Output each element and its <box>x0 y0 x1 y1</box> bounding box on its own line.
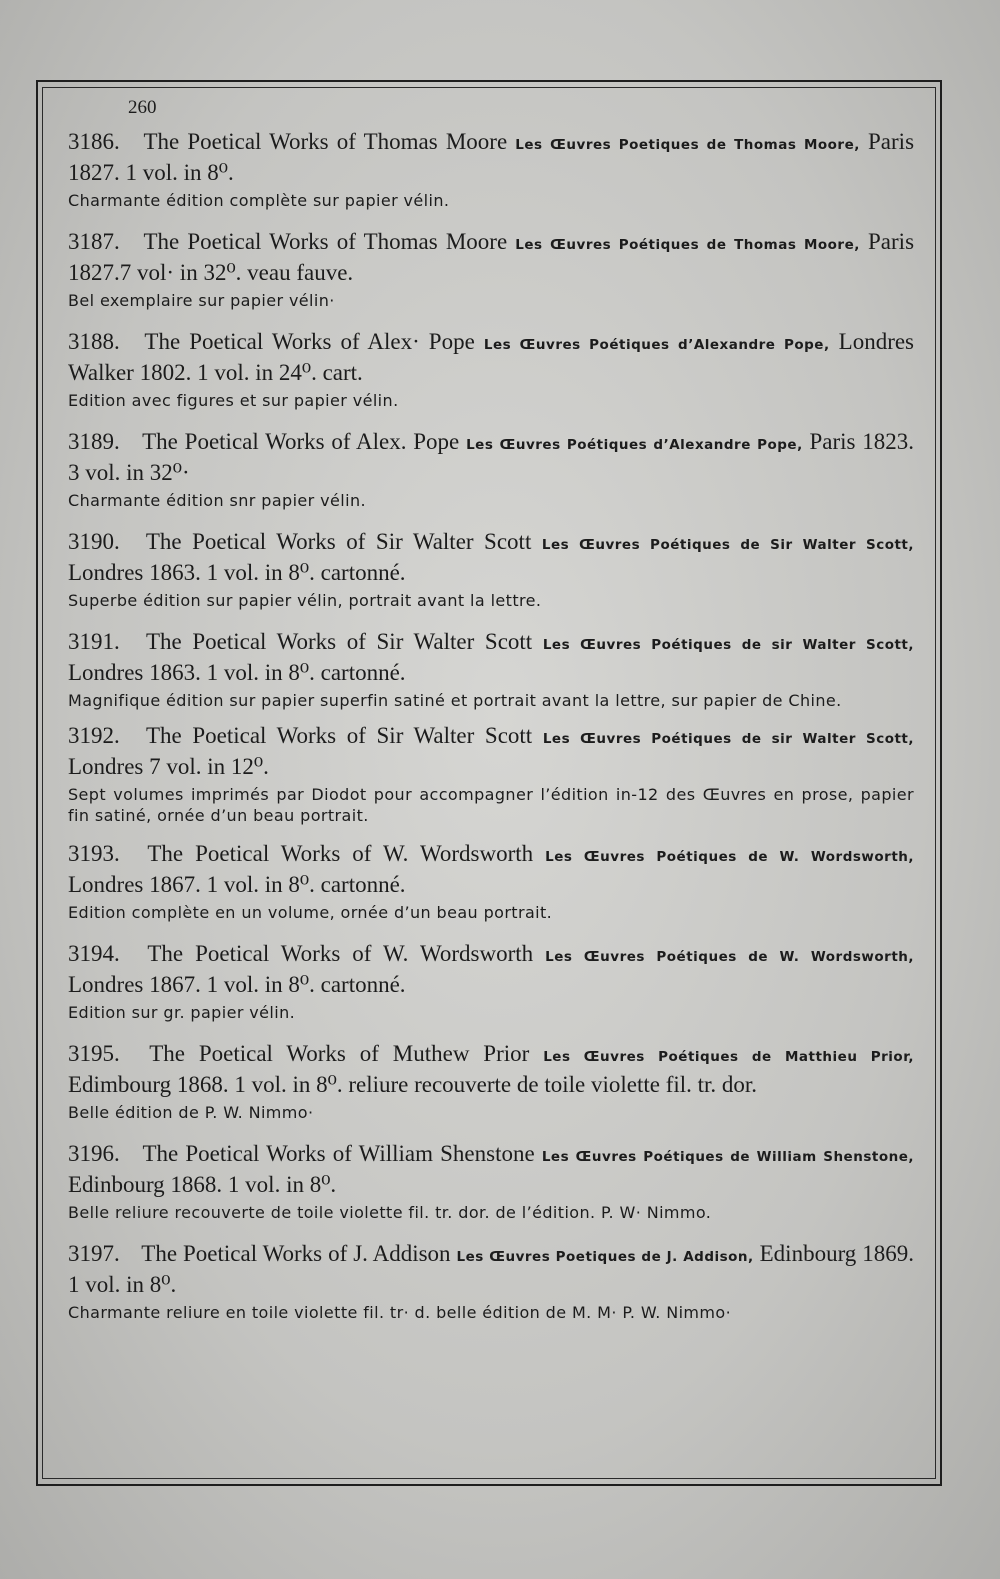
entry-title <box>68 528 914 587</box>
entry-english-title: The Poetical Works of Sir Walter Scott <box>145 629 533 654</box>
catalog-entry-3188 <box>68 328 914 411</box>
entry-publication: Londres 1867. 1 vol. in 8⁰. cartonné. <box>68 972 406 997</box>
entry-note: Bel exemplaire sur papier vélin· <box>68 291 335 310</box>
catalog-entry-3197 <box>68 1240 914 1323</box>
entry-title <box>68 1040 914 1099</box>
entry-note: Charmante reliure en toile violette fil. tr· d. belle édition de M. M· P. W. Nimmo· <box>68 1303 732 1322</box>
entry-english-title: The Poetical Works of J. Addison <box>141 1241 451 1266</box>
entry-english-title: The Poetical Works of Sir Walter Scott <box>145 529 532 554</box>
entry-number: 3194. <box>68 941 120 966</box>
catalog-entry-3186 <box>68 128 914 211</box>
entry-number: 3195. <box>68 1041 120 1066</box>
catalog-entry-3190 <box>68 528 914 611</box>
catalog-entry-3196 <box>68 1140 914 1223</box>
entry-publication: Edinbourg 1868. 1 vol. in 8⁰. <box>68 1172 337 1197</box>
catalog-entry-3194 <box>68 940 914 1023</box>
entry-english-title: The Poetical Works of Thomas Moore <box>143 229 508 254</box>
entry-title <box>68 940 914 999</box>
entry-title <box>68 628 914 687</box>
entry-title <box>68 128 914 187</box>
entry-english-title: The Poetical Works of W. Wordsworth <box>147 941 534 966</box>
catalog-entry-3191 <box>68 628 914 711</box>
entry-number: 3186. <box>68 129 120 154</box>
entry-number: 3191. <box>68 629 120 654</box>
entry-note: Superbe édition sur papier vélin, portrait avant la lettre. <box>68 591 542 610</box>
entry-title <box>68 1140 914 1199</box>
entry-publication: Edinbourg 1869. 1 vol. in 8⁰. <box>68 1241 915 1297</box>
entry-publication: Londres 1867. 1 vol. in 8⁰. cartonné. <box>68 872 406 897</box>
entry-title <box>68 228 914 287</box>
entry-english-title: The Poetical Works of Thomas Moore <box>143 129 508 154</box>
entry-note: Charmante édition snr papier vélin. <box>68 491 366 510</box>
entry-english-title: The Poetical Works of Alex. Pope <box>142 429 460 454</box>
entry-english-title: The Poetical Works of W. Wordsworth <box>147 841 534 866</box>
entry-french-title: Les Œuvres Poétiques de W. Wordsworth, <box>545 949 915 965</box>
entry-number: 3192. <box>68 723 120 748</box>
entry-title <box>68 428 914 487</box>
entry-note: Belle reliure recouverte de toile violette fil. tr. dor. de l’édition. P. W· Nimmo. <box>68 1203 712 1222</box>
entry-title <box>68 328 914 387</box>
entry-note: Edition complète en un volume, ornée d’un beau portrait. <box>68 903 553 922</box>
catalog-entry-3189 <box>68 428 914 511</box>
entry-number: 3189. <box>68 429 120 454</box>
entry-french-title: Les Œuvres Poetiques de Thomas Moore, <box>515 137 860 153</box>
entry-french-title: Les Œuvres Poétiques d’Alexandre Pope, <box>483 337 830 353</box>
entry-french-title: Les Œuvres Poétiques de sir Walter Scott, <box>542 637 915 653</box>
entry-publication: Londres 1863. 1 vol. in 8⁰. cartonné. <box>68 660 406 685</box>
entry-note: Magnifique édition sur papier superfin satiné et portrait avant la lettre, sur papier de Chine. <box>68 691 842 710</box>
entry-publication: Londres 7 vol. in 12⁰. <box>68 754 269 779</box>
entry-number: 3196. <box>68 1141 120 1166</box>
entry-french-title: Les Œuvres Poétiques de Matthieu Prior, <box>543 1049 915 1065</box>
entry-number: 3187. <box>68 229 120 254</box>
entry-english-title: The Poetical Works of Sir Walter Scott <box>145 723 533 748</box>
entry-french-title: Les Œuvres Poétiques de Thomas Moore, <box>515 237 860 253</box>
entry-publication: Paris 1827. 1 vol. in 8⁰. <box>68 129 915 185</box>
entry-french-title: Les Œuvres Poétiques de Sir Walter Scott, <box>541 537 914 553</box>
entry-note: Belle édition de P. W. Nimmo· <box>68 1103 314 1122</box>
catalog-entry-3192 <box>68 722 914 826</box>
entry-french-title: Les Œuvres Poétiques de William Shenstone, <box>541 1149 914 1165</box>
entry-number: 3188. <box>68 329 120 354</box>
entry-number: 3197. <box>68 1241 120 1266</box>
entry-note: Charmante édition complète sur papier vélin. <box>68 191 450 210</box>
entry-french-title: Les Œuvres Poétiques de sir Walter Scott, <box>542 731 915 747</box>
entry-french-title: Les Œuvres Poétiques de W. Wordsworth, <box>545 849 915 865</box>
entry-english-title: The Poetical Works of William Shenstone <box>142 1141 535 1166</box>
entry-note: Edition sur gr. papier vélin. <box>68 1003 296 1022</box>
entry-title <box>68 722 914 781</box>
entry-french-title: Les Œuvres Poetiques de J. Addison, <box>456 1249 754 1265</box>
catalog-entry-3187 <box>68 228 914 311</box>
entry-title <box>68 1240 914 1299</box>
entry-english-title: The Poetical Works of Muthew Prior <box>149 1041 530 1066</box>
page-content <box>68 96 914 1323</box>
entry-publication: Londres 1863. 1 vol. in 8⁰. cartonné. <box>68 560 406 585</box>
catalog-entry-3195 <box>68 1040 914 1123</box>
entry-english-title: The Poetical Works of Alex· Pope <box>144 329 475 354</box>
entry-publication: Londres Walker 1802. 1 vol. in 24⁰. cart. <box>68 329 915 385</box>
entry-title <box>68 840 914 899</box>
entry-french-title: Les Œuvres Poétiques d’Alexandre Pope, <box>466 437 803 453</box>
entry-number: 3193. <box>68 841 120 866</box>
entry-note: Edition avec figures et sur papier vélin. <box>68 391 399 410</box>
entry-number: 3190. <box>68 529 120 554</box>
page-number: 260 <box>128 97 157 118</box>
entry-publication: Paris 1823. 3 vol. in 32⁰· <box>68 429 915 485</box>
entry-note: Sept volumes imprimés par Diodot pour accompagner l’édition in-12 des Œuvres en prose, papier fin satiné, ornée d’un beau portrait. <box>68 785 914 825</box>
entry-publication: Paris 1827.7 vol· in 32⁰. veau fauve. <box>68 229 915 285</box>
catalog-entry-3193 <box>68 840 914 923</box>
entry-publication: Edimbourg 1868. 1 vol. in 8⁰. reliure recouverte de toile violette fil. tr. dor. <box>68 1072 758 1097</box>
